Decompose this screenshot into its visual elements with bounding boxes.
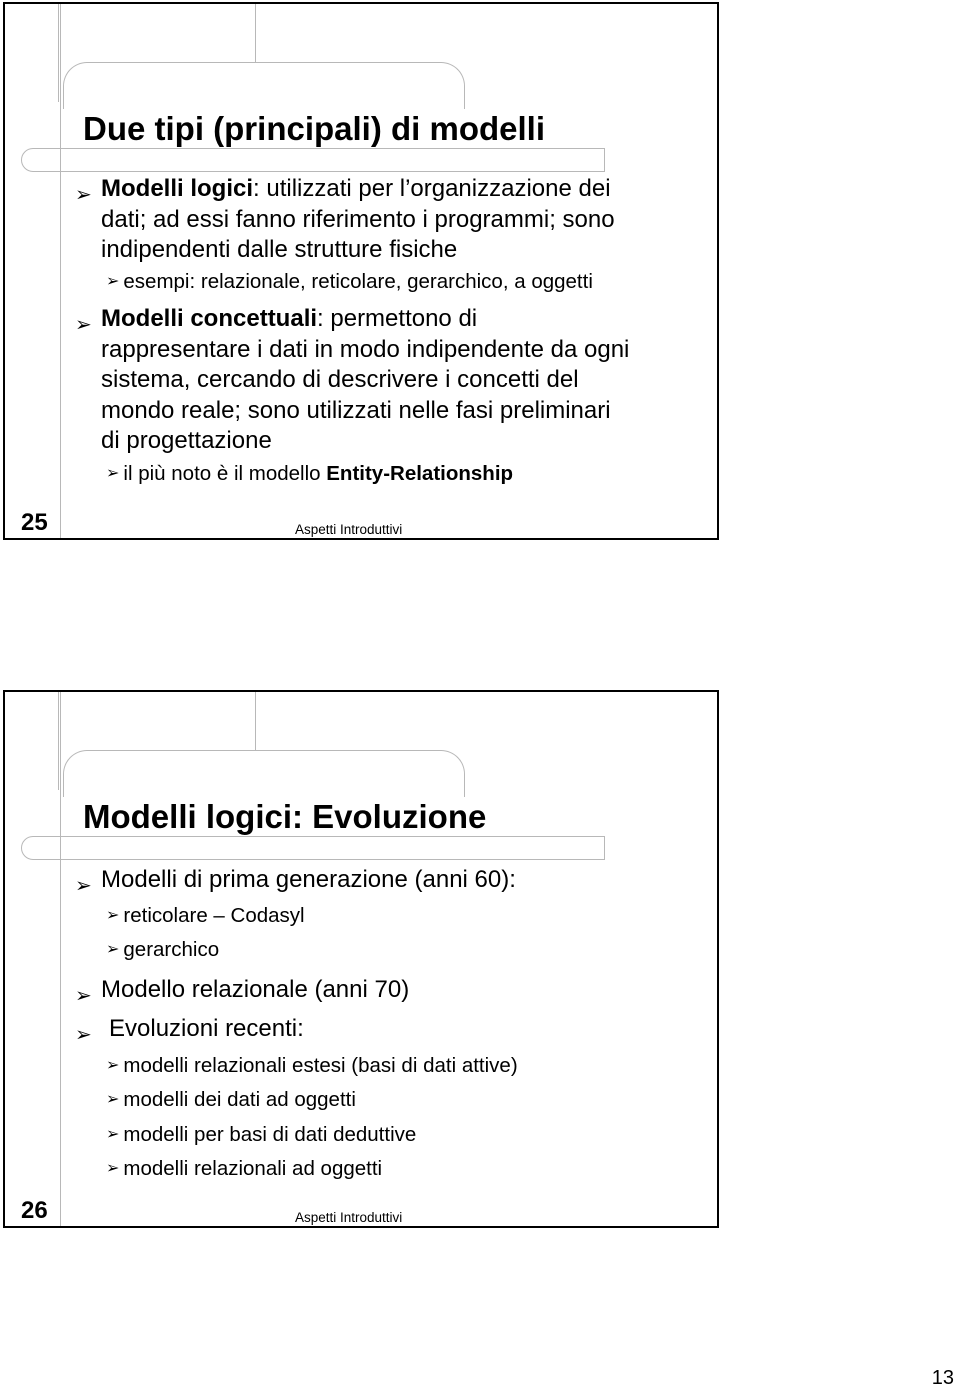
bullet-evoluzioni-recenti bbox=[75, 1014, 715, 1045]
sub-bullet-text: modelli dei dati ad oggetti bbox=[123, 1088, 356, 1111]
sub-bullet bbox=[106, 1155, 706, 1184]
sub-bullet bbox=[106, 1086, 706, 1115]
bullet-text: mondo reale; sono utilizzati nelle fasi preliminari bbox=[101, 396, 611, 424]
bullet-text: Evoluzioni recenti: bbox=[109, 1015, 304, 1042]
bullet-text: : permettono di bbox=[317, 305, 478, 332]
bullet-text: : utilizzati per l’organizzazione dei bbox=[253, 175, 611, 202]
sub-bullet bbox=[106, 1052, 706, 1081]
sub-bullet bbox=[106, 936, 706, 965]
decor-title-bar bbox=[21, 836, 605, 860]
decor-line bbox=[58, 4, 59, 102]
bullet-bold-term: Modelli concettuali bbox=[101, 305, 318, 332]
bullet-arrow-icon: ➢ bbox=[106, 463, 120, 482]
slide-left-bar bbox=[5, 692, 61, 1226]
bullet-arrow-icon: ➢ bbox=[75, 1022, 92, 1046]
bullet-arrow-icon: ➢ bbox=[106, 939, 120, 958]
page-number: 13 bbox=[931, 1367, 954, 1389]
bullet-prima-generazione bbox=[75, 865, 715, 896]
bullet-arrow-icon: ➢ bbox=[75, 312, 92, 336]
sub-bullet-text: gerarchico bbox=[123, 938, 220, 961]
bullet-text: di progettazione bbox=[101, 427, 272, 454]
decor-title-tab bbox=[63, 750, 465, 797]
bullet-arrow-icon: ➢ bbox=[75, 182, 92, 206]
sub-bullet bbox=[106, 1121, 706, 1150]
slide-title: Due tipi (principali) di modelli bbox=[83, 110, 546, 147]
slide-footer: Aspetti Introduttivi bbox=[295, 1210, 403, 1225]
sub-bullet-text: il più noto è il modello bbox=[123, 462, 327, 485]
bullet-text: rappresentare i dati in modo indipendente da ogni bbox=[101, 335, 630, 363]
bullet-text: Modelli di prima generazione (anni 60): bbox=[101, 866, 516, 893]
decor-line bbox=[255, 692, 256, 750]
sub-bullet bbox=[106, 902, 706, 931]
bullet-arrow-icon: ➢ bbox=[75, 873, 92, 897]
sub-bullet-er bbox=[106, 460, 706, 489]
bullet-arrow-icon: ➢ bbox=[106, 1158, 120, 1177]
sub-bullet-text: modelli relazionali estesi (basi di dati attive) bbox=[123, 1054, 518, 1077]
bullet-arrow-icon: ➢ bbox=[106, 905, 120, 924]
bullet-arrow-icon: ➢ bbox=[106, 1089, 120, 1108]
sub-bullet-text: modelli per basi di dati deduttive bbox=[123, 1123, 417, 1146]
bullet-arrow-icon: ➢ bbox=[106, 1055, 120, 1074]
sub-bullet-esempi bbox=[106, 268, 706, 297]
bullet-bold-term: Modelli logici bbox=[101, 175, 254, 202]
slide-number: 25 bbox=[21, 509, 48, 536]
decor-title-bar bbox=[21, 148, 605, 172]
slide-25 bbox=[3, 2, 719, 540]
slide-footer: Aspetti Introduttivi bbox=[295, 522, 403, 537]
slide-26 bbox=[3, 690, 719, 1228]
sub-bullet-text: reticolare – Codasyl bbox=[123, 904, 305, 927]
slide-title: Modelli logici: Evoluzione bbox=[83, 798, 487, 835]
bullet-text: dati; ad essi fanno riferimento i programmi; sono bbox=[101, 205, 615, 233]
decor-title-tab bbox=[63, 62, 465, 109]
bullet-modelli-concettuali bbox=[75, 304, 715, 457]
bullet-modelli-logici bbox=[75, 174, 715, 266]
slide-number: 26 bbox=[21, 1197, 48, 1224]
bullet-arrow-icon: ➢ bbox=[75, 983, 92, 1007]
bullet-text: indipendenti dalle strutture fisiche bbox=[101, 236, 458, 263]
sub-bullet-text: modelli relazionali ad oggetti bbox=[123, 1157, 383, 1180]
bullet-text: Modello relazionale (anni 70) bbox=[101, 976, 410, 1003]
bullet-text: sistema, cercando di descrivere i concetti del bbox=[101, 366, 579, 393]
bullet-modello-relazionale bbox=[75, 975, 715, 1006]
decor-line bbox=[58, 692, 59, 790]
decor-line bbox=[255, 4, 256, 62]
bullet-arrow-icon: ➢ bbox=[106, 271, 120, 290]
sub-bullet-text: esempi: relazionale, reticolare, gerarchico, a oggetti bbox=[123, 270, 593, 293]
slide-left-bar bbox=[5, 4, 61, 538]
sub-bullet-bold: Entity-Relationship bbox=[326, 462, 514, 485]
bullet-arrow-icon: ➢ bbox=[106, 1124, 120, 1143]
